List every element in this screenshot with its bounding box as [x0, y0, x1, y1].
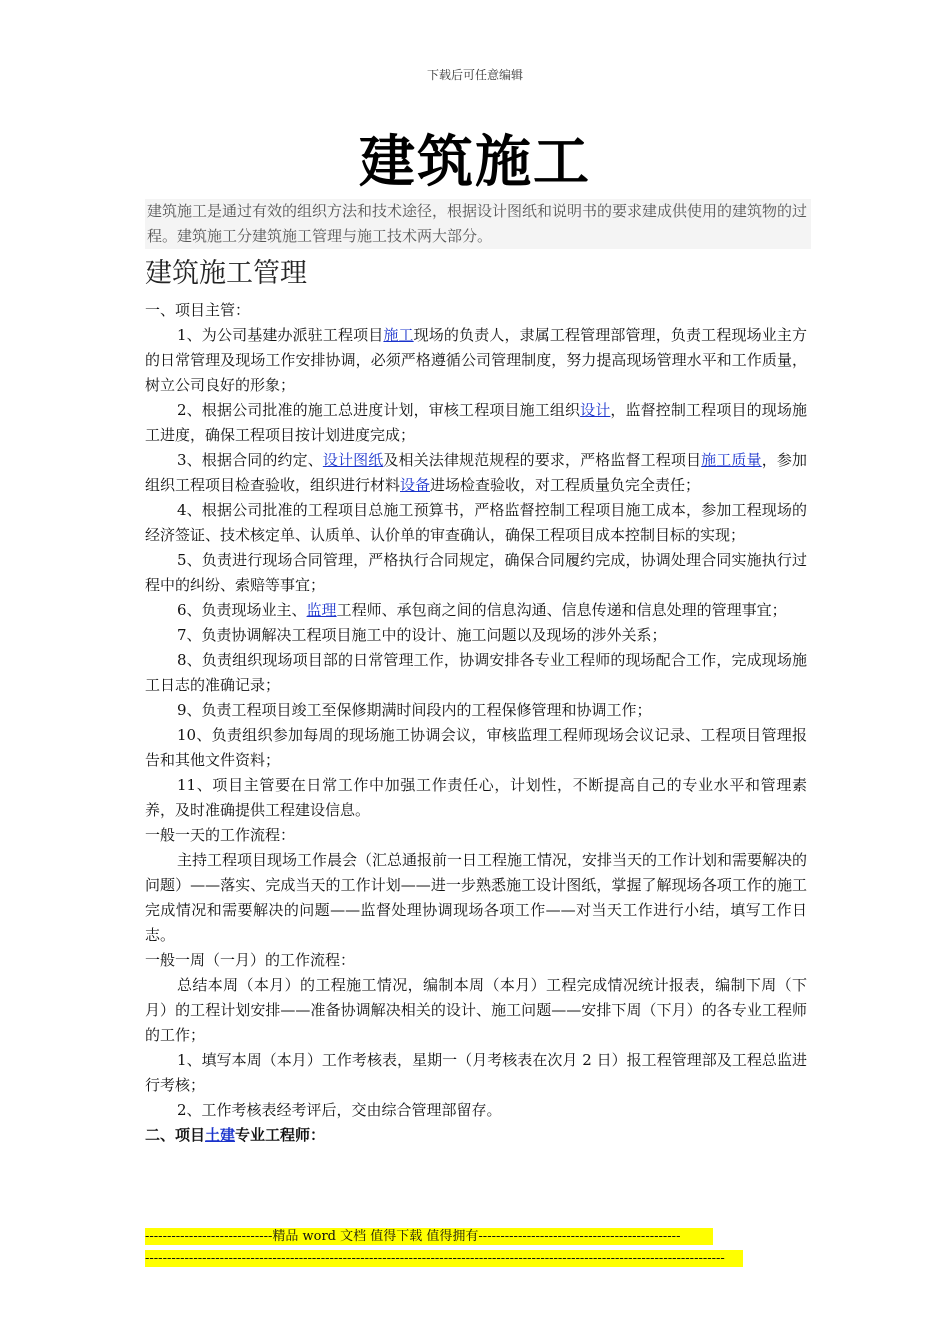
link-design-drawings[interactable]: 设计图纸: [322, 451, 384, 469]
item-2-text-b: ，监督控制工程项目的现场施工进度，确保工程项目按计划进度完成；: [145, 401, 807, 444]
link-design[interactable]: 设计: [580, 401, 611, 419]
weekly-item-1: 1、填写本周（本月）工作考核表，星期一（月考核表在次月 2 日）报工程管理部及工程总监进行考核；: [145, 1051, 807, 1094]
footer-banner: [145, 1228, 745, 1267]
item-2: [145, 398, 807, 448]
item-3-text-d: 进场检查验收，对工程质量负完全责任；: [430, 476, 701, 494]
link-supervision[interactable]: 监理: [306, 601, 337, 619]
item-3-text-c: ，参加组织工程项目检查验收，组织进行材料: [145, 451, 807, 494]
weekly-flow-label: 一般一周（一月）的工作流程：: [145, 951, 356, 969]
footer-line-1: -----------------------------精品 word 文档 值得下载 值得拥有----------------------------------------------: [145, 1228, 713, 1245]
item-6-text-b: 工程师、承包商之间的信息沟通、信息传递和信息处理的管理事宜；: [336, 601, 787, 619]
item-3: [145, 448, 807, 498]
intro-paragraph: 建筑施工是通过有效的组织方法和技术途径，根据设计图纸和说明书的要求建成供使用的建筑物的过程。建筑施工分建筑施工管理与施工技术两大部分。: [145, 199, 811, 249]
item-3-text-a: 3、根据合同的约定、: [177, 451, 323, 469]
item-7: 7、负责协调解决工程项目施工中的设计、施工问题以及现场的涉外关系；: [177, 626, 667, 644]
link-construction-quality[interactable]: 施工质量: [701, 451, 762, 469]
weekly-item-2: 2、工作考核表经考评后，交由综合管理部留存。: [177, 1101, 502, 1119]
item-8: 8、负责组织现场项目部的日常管理工作，协调安排各专业工程师的现场配合工作，完成现场施工日志的准确记录；: [145, 651, 807, 694]
part2-text-b: 专业工程师：: [235, 1126, 326, 1144]
daily-flow-text: 主持工程项目现场工作晨会（汇总通报前一日工程施工情况，安排当天的工作计划和需要解决的问题）——落实、完成当天的工作计划——进一步熟悉施工设计图纸，掌握了解现场各项工作的施工完成情况和需要解决的问题——监督处理协调现场各项工作——对当天工作进行小结，填写工作日志。: [145, 851, 808, 944]
item-3-text-b: 及相关法律规范规程的要求，严格监督工程项目: [383, 451, 702, 469]
part2-text-a: 二、项目: [145, 1126, 206, 1144]
item-1-text-a: 1、为公司基建办派驻工程项目: [177, 326, 384, 344]
item-4: 4、根据公司批准的工程项目总施工预算书，严格监督控制工程项目施工成本，参加工程现场的经济签证、技术核定单、认质单、认价单的审查确认，确保工程项目成本控制目标的实现；: [145, 501, 807, 544]
weekly-flow-text: 总结本周（本月）的工程施工情况，编制本周（本月）工程完成情况统计报表，编制下周（下月）的工程计划安排——准备协调解决相关的设计、施工问题——安排下周（下月）的各专业工程师的工作；: [145, 976, 807, 1044]
footer-line-2: ------------------------------------------------------------------------------------------------------------------------------------: [145, 1250, 743, 1267]
part2-heading: [145, 1123, 807, 1148]
link-equipment[interactable]: 设备: [400, 476, 431, 494]
item-10: 10、负责组织参加每周的现场施工协调会议，审核监理工程师现场会议记录、工程项目管理报告和其他文件资料；: [145, 726, 807, 769]
item-6: [145, 598, 807, 623]
header-note: 下载后可任意编辑: [426, 68, 523, 82]
page-title: 建筑施工: [359, 130, 591, 195]
item-11: 11、项目主管要在日常工作中加强工作责任心，计划性，不断提高自己的专业水平和管理素养，及时准确提供工程建设信息。: [145, 776, 807, 819]
item-1-text-b: 现场的负责人，隶属工程管理部管理，负责工程现场业主方的日常管理及现场工作安排协调，必须严格遵循公司管理制度，努力提高现场管理水平和工作质量，树立公司良好的形象；: [145, 326, 807, 394]
item-9: 9、负责工程项目竣工至保修期满时间段内的工程保修管理和协调工作；: [177, 701, 652, 719]
link-civil-engineering[interactable]: 土建: [205, 1126, 236, 1144]
daily-flow-label: 一般一天的工作流程：: [145, 826, 296, 844]
document-body: [145, 298, 807, 1148]
item-1: [145, 323, 807, 398]
part1-label: 一、项目主管：: [145, 301, 251, 319]
item-2-text-a: 2、根据公司批准的施工总进度计划，审核工程项目施工组织: [177, 401, 581, 419]
link-construction[interactable]: 施工: [383, 326, 414, 344]
section-heading: 建筑施工管理: [145, 258, 307, 289]
item-5: 5、负责进行现场合同管理，严格执行合同规定，确保合同履约完成，协调处理合同实施执行过程中的纠纷、索赔等事宜；: [145, 551, 807, 594]
item-6-text-a: 6、负责现场业主、: [177, 601, 307, 619]
